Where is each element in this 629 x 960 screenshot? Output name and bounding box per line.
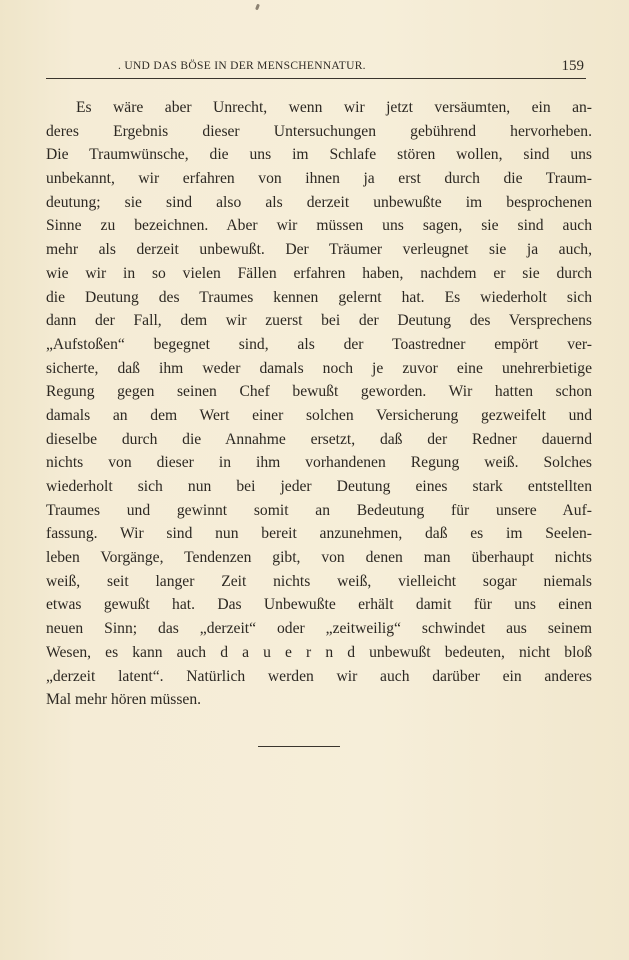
text-line: weiß, seit langer Zeit nichts weiß, vielleicht sogar niemals <box>46 572 592 590</box>
text-line: mehr als derzeit unbewußt. Der Träumer verleugnet sie ja auch, <box>46 241 592 259</box>
text-line: neuen Sinn; das „derzeit“ oder „zeitweilig“ schwindet aus seinem <box>46 620 592 638</box>
text-line: Sinne zu bezeichnen. Aber wir müssen uns sagen, sie sind auch <box>46 217 592 235</box>
text-line: Traumes und gewinnt somit an Bedeutung für unsere Auf- <box>46 501 592 519</box>
text-line: nichts von dieser in ihm vorhandenen Regung weiß. Solches <box>46 454 592 472</box>
text-line: unbekannt, wir erfahren von ihnen ja erst durch die Traum- <box>46 170 592 188</box>
text-line: damals an dem Wert einer solchen Versicherung gezweifelt und <box>46 406 592 424</box>
text-line: „derzeit latent“. Natürlich werden wir auch darüber ein anderes <box>46 667 592 685</box>
text-line: Die Traumwünsche, die uns im Schlafe stören wollen, sind uns <box>46 146 592 164</box>
text-line: deres Ergebnis dieser Untersuchungen gebührend hervorheben. <box>46 122 592 140</box>
running-title: . UND DAS BÖSE IN DER MENSCHENNATUR. <box>118 60 366 72</box>
text-line: dann der Fall, dem wir zuerst bei der Deutung des Versprechens <box>46 312 592 330</box>
text-line: etwas gewußt hat. Das Unbewußte erhält damit für uns einen <box>46 596 592 614</box>
page-number: 159 <box>561 58 584 74</box>
text-line: wiederholt sich nun bei jeder Deutung eines stark entstellten <box>46 478 592 495</box>
text-line: Wesen, es kann auch d a u e r n d unbewußt bedeuten, nicht bloß <box>46 643 592 661</box>
text-line: wie wir in so vielen Fällen erfahren haben, nachdem er sie durch <box>46 264 592 282</box>
text-line: dieselbe durch die Annahme ersetzt, daß der Redner dauernd <box>46 430 592 448</box>
text-line: fassung. Wir sind nun bereit anzunehmen, daß es im Seelen- <box>46 525 592 543</box>
text-line: „Aufstoßen“ begegnet sind, als der Toastredner empört ver- <box>46 335 592 353</box>
running-header <box>46 58 586 79</box>
text-line: sicherte, daß ihm weder damals noch je zuvor eine unehrerbietige <box>46 359 592 377</box>
text-line: deutung; sie sind also als derzeit unbewußte im besprochenen <box>46 193 592 211</box>
ink-speck <box>255 4 260 11</box>
text-line: die Deutung des Traumes kennen gelernt hat. Es wiederholt sich <box>46 288 592 306</box>
text-line: Regung gegen seinen Chef bewußt geworden. Wir hatten schon <box>46 383 592 401</box>
section-end-rule <box>258 746 340 747</box>
paragraph <box>46 96 592 712</box>
text-line: leben Vorgänge, Tendenzen gibt, von denen man überhaupt nichts <box>46 549 592 567</box>
text-line: Mal mehr hören müssen. <box>46 691 202 709</box>
text-line: Es wäre aber Unrecht, wenn wir jetzt versäumten, ein an- <box>76 99 592 116</box>
